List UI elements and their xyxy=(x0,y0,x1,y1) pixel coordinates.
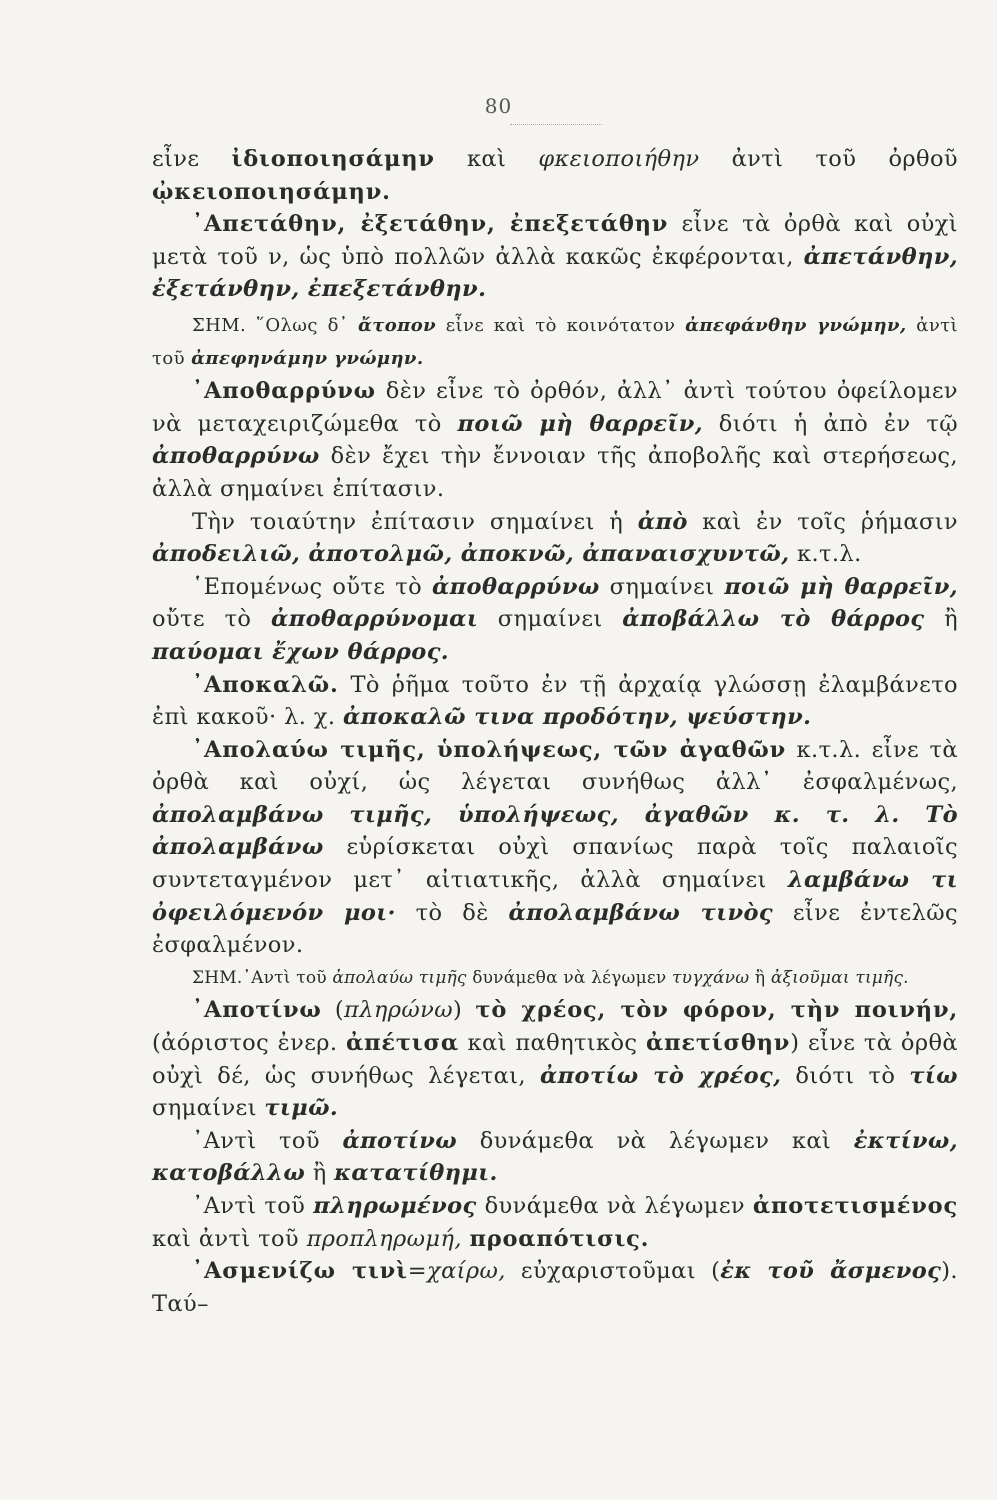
text-run: καὶ ἐν τοῖς ῥήμασιν xyxy=(687,508,959,535)
paragraph xyxy=(152,1125,958,1190)
emphasis-run: ἐκτίνω, κατοβάλλω xyxy=(152,1127,958,1187)
emphasis-run: ἀπολαύω τιμῆς xyxy=(332,967,467,988)
text-run: κ.τ.λ. xyxy=(789,541,862,568)
text-run: οὔτε τὸ xyxy=(152,606,272,633)
emphasis-run: κατατίθημι. xyxy=(334,1160,498,1187)
emphasis-run: ἀπεφηνάμην γνώμην. xyxy=(191,347,424,369)
emphasis-run: λαμβάνω τι ὀφειλόμενόν μοι· xyxy=(152,867,958,926)
emphasis-run: ἀπὸ xyxy=(637,508,688,535)
text-run: καὶ xyxy=(434,146,539,172)
paragraph xyxy=(152,1190,958,1255)
paragraph xyxy=(152,1255,958,1320)
emphasis-run: χαίρω, xyxy=(427,1258,506,1285)
text-run: εἶνε xyxy=(152,146,232,172)
emphasis-run: ἀποδειλιῶ, ἀποτολμῶ, ἀποκνῶ, ἀπαναισχυντῶ, xyxy=(152,541,790,568)
text-run: σημαίνει xyxy=(599,573,725,600)
text-run: ῾Επομένως οὔτε τὸ xyxy=(192,573,432,600)
body-text xyxy=(152,143,958,1320)
text-run: ). Ταύ– xyxy=(152,1258,958,1317)
emphasis-run: ἀποθαρρύνομαι xyxy=(271,606,479,633)
paragraph xyxy=(152,962,958,995)
text-run: δυνάμεθα νὰ λέγωμεν xyxy=(466,967,672,988)
emphasis-run: πληρωμένος xyxy=(313,1193,477,1219)
text-run: δὲν ἔχει τὴν ἔννοιαν τῆς ἀποβολῆς καὶ στερήσεως, ἀλλὰ σημαίνει ἐπίτασιν. xyxy=(152,443,958,502)
emphasis-run: ἀποτίνω xyxy=(342,1127,458,1154)
emphasis-run: ἄτοπον xyxy=(358,314,437,336)
text-run: δὲν εἶνε τὸ ὀρθόν, ἀλλ᾿ ἀντὶ τούτου ὀφείλομεν νὰ μεταχειριζώμεθα τὸ xyxy=(152,378,958,437)
emphasis-run: τιμῶ. xyxy=(264,1095,339,1122)
text-run: καὶ ἀντὶ τοῦ xyxy=(152,1225,307,1252)
emphasis-run: ᾿Απετάθην, ἐξετάθην, ἐπεξετάθην xyxy=(192,211,669,238)
text-run: ᾿Αντὶ τοῦ xyxy=(192,1193,314,1219)
text-run: ἢ xyxy=(305,1160,335,1187)
paragraph xyxy=(152,375,958,505)
text-run: δυνάμεθα νὰ λέγωμεν καὶ xyxy=(457,1127,854,1154)
text-run: σημαίνει xyxy=(478,606,623,633)
emphasis-run: προπληρωμή, xyxy=(306,1225,462,1252)
emphasis-run: ἀποθαρρύνω xyxy=(152,443,320,470)
emphasis-run: ᾠκειοποιησάμην. xyxy=(152,178,391,205)
emphasis-run: ἀποτίω τὸ χρέος, xyxy=(539,1062,782,1089)
text-run: εἶνε καὶ τὸ κοινότατον xyxy=(436,314,686,336)
text-run: διότι ἡ ἀπὸ ἐν τῷ xyxy=(703,410,958,437)
emphasis-run: ἰδιοποιησάμην xyxy=(231,146,435,172)
text-run: εὑρίσκεται οὐχὶ σπανίως παρὰ τοῖς παλαιοῖς συντεταγμένον μετ᾿ αἰτιατικῆς, ἀλλὰ σημαίνει xyxy=(152,834,958,894)
emphasis-run: ἀποτετισμένος xyxy=(752,1193,958,1219)
text-run: εἶνε τὰ ὀρθὰ καὶ οὐχὶ μετὰ τοῦ ν, ὡς ὑπὸ πολλῶν ἀλλὰ κακῶς ἐκφέρονται, xyxy=(152,211,958,270)
emphasis-run: ᾿Αποκαλῶ. xyxy=(192,671,339,698)
text-run: διότι τὸ xyxy=(781,1062,910,1089)
page-number: 80 xyxy=(484,94,513,118)
emphasis-run: ποιῶ μὴ θαρρεῖν, xyxy=(724,573,958,600)
text-run: δυνάμεθα νὰ λέγωμεν xyxy=(476,1193,753,1219)
text-run: ΣΗΜ. ῞Ολως δ᾿ xyxy=(192,314,358,336)
text-run: ) εἶνε τὰ ὀρθὰ οὐχὶ δέ, ὡς συνήθως λέγεται, xyxy=(152,1030,958,1089)
emphasis-run: παύομαι ἔχων θάρρος. xyxy=(152,638,450,665)
paragraph xyxy=(152,571,958,669)
emphasis-run: ἐκ τοῦ ἄσμενος xyxy=(720,1258,942,1285)
emphasis-run: ἀπεφάνθην γνώμην, xyxy=(685,314,907,336)
emphasis-run: ἀποβάλλω τὸ θάρρος xyxy=(622,606,925,633)
text-run: Τὸ ῥῆμα τοῦτο ἐν τῇ ἀρχαίᾳ γλώσσῃ ἐλαμβάνετο ἐπὶ κακοῦ· λ. χ. xyxy=(152,671,958,731)
text-run: ΣΗΜ.᾿Αντὶ τοῦ xyxy=(192,967,333,988)
emphasis-run: ᾿Ασμενίζω τινὶ xyxy=(192,1258,408,1285)
paragraph xyxy=(152,734,958,962)
text-run: = xyxy=(407,1258,428,1285)
emphasis-run: ᾿Αποθαρρύνω xyxy=(192,378,376,405)
text-run: εἶνε ἐντελῶς ἐσφαλμένον. xyxy=(152,899,958,959)
emphasis-run: φκειοποιήθην xyxy=(538,146,700,172)
text-run: εὐχαριστοῦμαι ( xyxy=(505,1258,721,1285)
emphasis-run: ἀπετάνθην, ἐξετάνθην, ἐπεξετάνθην. xyxy=(152,243,958,303)
emphasis-run: τίω xyxy=(909,1062,958,1089)
emphasis-run: ἀπολαμβάνω τινὸς xyxy=(508,899,774,926)
paragraph xyxy=(152,208,958,306)
emphasis-run: τυγχάνω xyxy=(671,967,750,988)
text-run: ἢ xyxy=(924,606,958,633)
emphasis-run: ἀπέτισα xyxy=(345,1030,459,1057)
paragraph xyxy=(152,506,958,571)
emphasis-run: ἀπολαμβάνω τιμῆς, ὑπολήψεως, ἀγαθῶν κ. τ. λ. Τὸ ἀπολαμβάνω xyxy=(152,801,958,861)
text-run: ( xyxy=(321,997,345,1024)
page-number-rule xyxy=(510,124,602,125)
emphasis-run: ἀξιοῦμαι τιμῆς. xyxy=(770,967,909,988)
emphasis-run: ᾿Απολαύω τιμῆς, ὑπολήψεως, τῶν ἀγαθῶν xyxy=(192,736,787,763)
text-run: Τὴν τοιαύτην ἐπίτασιν σημαίνει ἡ xyxy=(192,508,638,535)
paragraph xyxy=(152,143,958,208)
emphasis-run: ἀποκαλῶ τινα προδότην, ψεύστην. xyxy=(343,704,812,731)
paragraph xyxy=(152,310,958,375)
paragraph xyxy=(152,669,958,734)
text-run: ἀντὶ τοῦ xyxy=(152,314,958,369)
emphasis-run: ἀποθαρρύνω xyxy=(431,573,600,600)
text-run: ) xyxy=(452,997,476,1024)
emphasis-run: ποιῶ μὴ θαρρεῖν, xyxy=(457,410,703,437)
emphasis-run: τὸ χρέος, τὸν φόρον, τὴν ποινήν, xyxy=(475,997,958,1024)
text-run: σημαίνει xyxy=(152,1095,265,1122)
text-run: (ἀόριστος ἐνερ. xyxy=(152,1030,346,1057)
text-run: καὶ παθητικὸς xyxy=(458,1030,646,1057)
emphasis-run: ᾿Αποτίνω xyxy=(192,997,322,1024)
emphasis-run: προαπότισις. xyxy=(469,1225,650,1252)
text-run: κ.τ.λ. εἶνε τὰ ὀρθὰ καὶ οὐχί, ὡς λέγεται συνήθως ἀλλ᾿ ἐσφαλμένως, xyxy=(152,736,958,796)
emphasis-run: πληρώνω xyxy=(344,997,453,1024)
text-run: τὸ δὲ xyxy=(395,899,509,926)
emphasis-run: ἀπετίσθην xyxy=(645,1030,791,1057)
paragraph xyxy=(152,994,958,1124)
text-run: ᾿Αντὶ τοῦ xyxy=(192,1127,343,1154)
text-run: ἢ xyxy=(749,967,771,988)
text-run: ἀντὶ τοῦ ὀρθοῦ xyxy=(699,146,958,172)
